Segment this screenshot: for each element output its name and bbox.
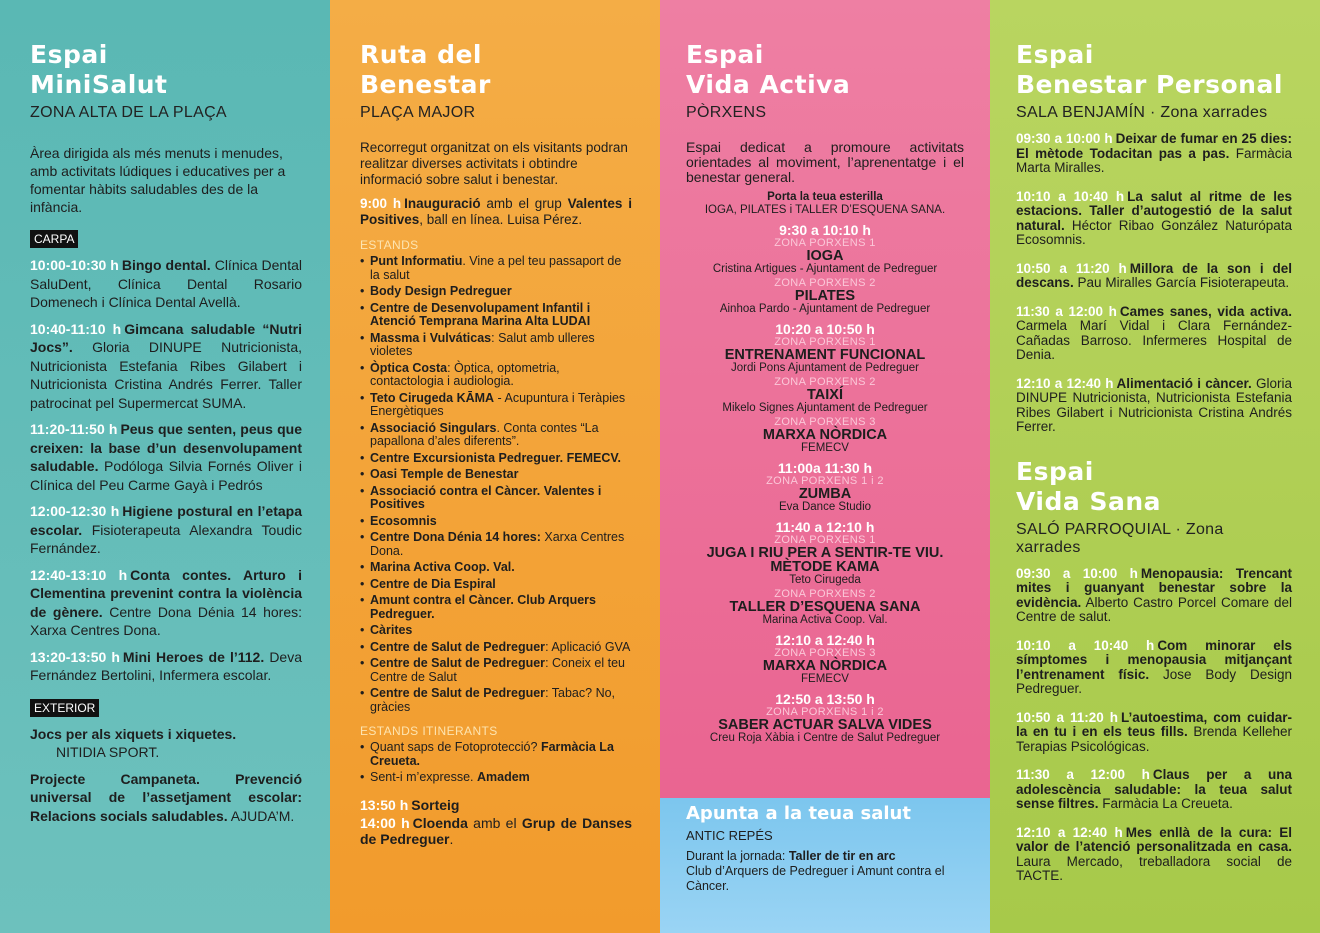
- item-detail: Farmàcia Marta Miralles.: [1016, 145, 1292, 175]
- list-item: • Sent-i m’expresse. Amadem: [360, 771, 632, 785]
- slot-organizer: Creu Roja Xàbia i Centre de Salut Pedreguer: [709, 732, 941, 744]
- item-title: Bingo dental.: [121, 257, 211, 273]
- slot-organizer: Cristina Artigues - Ajuntament de Pedreguer: [712, 263, 938, 275]
- item-time: 13:20-13:50 h: [30, 648, 120, 665]
- item-title: Mes enllà de la cura: El valor de l’atenció personalitzada en casa.: [1016, 824, 1292, 854]
- slot-activity: PILATES: [794, 288, 856, 304]
- item-time: 10:10 a 10:40 h: [1016, 637, 1155, 653]
- slot-organizer: Eva Dance Studio: [778, 501, 872, 513]
- item-detail: Clínica Dental SaluDent, Clínica Dental Rosario Domenech i Clínica Dental Avellà.: [30, 257, 302, 310]
- schedule-item: [30, 502, 302, 558]
- activity-slot: [686, 278, 964, 316]
- activity-slot: [686, 322, 964, 375]
- bring-mat-note: Porta la teua esterilla IOGA, PILATES i TALLER D’ESQUENA SANA.: [704, 191, 946, 216]
- slot-activity: TALLER D’ESQUENA SANA: [729, 599, 921, 615]
- exterior-item: Jocs per als xiquets i xiquetes. NITIDIA SPORT.: [30, 725, 237, 760]
- item-detail: Fisioterapeuta Alexandra Toudic Fernández.: [30, 521, 302, 556]
- slot-zone: ZONA PORXENS 2: [774, 277, 876, 289]
- slot-zone: ZONA PORXENS 1: [774, 237, 876, 249]
- item-time: 11:30 a 12:00 h: [1016, 767, 1150, 782]
- item-time: 10:50 a 11:20 h: [1016, 260, 1127, 276]
- item-time: 12:10 a 12:40 h: [1016, 824, 1123, 840]
- subtitle: SALA BENJAMÍN · Zona xarrades: [1016, 104, 1268, 121]
- item-detail: Carmela Marí Vidal i Clara Fernández-Cañadas Barroso. Infermeres Hospital de Denia.: [1016, 318, 1292, 362]
- item-title: Claus per a una adolescència saludable: la teua salut sense filtres.: [1016, 767, 1292, 811]
- list-item: • Quant saps de Fotoprotecció? Farmàcia La Creueta.: [360, 741, 632, 768]
- estand-detail: : Òptica, optometria, contactologia i audiologia.: [370, 360, 560, 388]
- item-title: Deixar de fumar en 25 dies: El mètode Todacitan pas a pas.: [1016, 131, 1293, 161]
- schedule-item: [30, 566, 302, 640]
- estand-detail: . Vine a pel teu passaport de la salut: [370, 254, 622, 282]
- column-benestar-personal: [990, 0, 1320, 933]
- estand-detail: . Conta contes “La papallona d’ales diferents”.: [370, 420, 599, 448]
- talk-item: [1016, 567, 1292, 625]
- section-itinerants: ESTANDS ITINERANTS: [360, 724, 498, 738]
- tag-exterior: EXTERIOR: [30, 699, 99, 717]
- list-item: [360, 687, 632, 714]
- item-detail: Gloria DINUPE Nutricionista, Nutricionista Estefania Ribes Gilabert i Nutricionista Cristina Andrés Ferrer. Taller patrocinat pel Supermercat SUMA.: [30, 339, 302, 411]
- item-detail: Podóloga Silvia Fornés Oliver i Clínica del Peu Carme Gayà i Pedrós: [30, 458, 302, 493]
- item-detail: Héctor Ribao González Naturópata Ecosomnis.: [1016, 217, 1292, 247]
- activity-slot: [686, 377, 964, 415]
- item-title: Higiene postural en l’etapa escolar.: [30, 503, 302, 538]
- apunta-salut-box: [660, 798, 990, 933]
- column-vida-activa: [660, 0, 990, 933]
- item-title: Conta contes. Arturo i Clementina prevenint contra la violència de gènere.: [30, 566, 302, 620]
- activity-slot: [686, 520, 964, 587]
- talk-item: [1016, 132, 1292, 176]
- estand-name: Centre de Dia Espiral: [370, 576, 496, 591]
- tag-carpa: CARPA: [30, 230, 78, 248]
- list-item: [360, 594, 632, 621]
- list-item: [360, 515, 632, 529]
- slot-time: 10:20 a 10:50 h: [775, 321, 875, 337]
- slot-activity: MARXA NÒRDICA: [762, 427, 888, 443]
- estand-detail: : Salut amb ulleres violetes: [370, 330, 595, 358]
- item-title: Gimcana saludable “Nutri Jocs”.: [30, 320, 302, 355]
- column-minisalut: [0, 0, 330, 933]
- item-title: Com minorar els símptomes i menopausia mitjançant l’entrenament físic.: [1016, 637, 1293, 682]
- schedule-item: [30, 320, 302, 413]
- item-time: 10:10 a 10:40 h: [1016, 188, 1125, 204]
- estand-name: Òptica Costa: [370, 360, 448, 375]
- slot-zone: ZONA PORXENS 3: [774, 647, 876, 659]
- estand-name: Ecosomnis: [370, 513, 437, 528]
- title-line2: Vida Activa: [686, 70, 851, 99]
- estand-name: Associació contra el Càncer. Valentes i Positives: [370, 483, 602, 511]
- item-title: Millora de la son i del descans.: [1016, 260, 1292, 290]
- intro-text: Recorregut organitzat on els visitants podran realitzar diverses activitats i obtindre informació sobre salut i benestar.: [360, 140, 628, 187]
- title-line1: Ruta del: [360, 40, 482, 69]
- item-detail: Farmàcia La Creueta.: [1098, 796, 1233, 811]
- item-detail: Deva Fernández Bertolini, Infermera escolar.: [30, 648, 303, 683]
- list-item: [360, 362, 632, 389]
- apunta-title: Apunta a la teua salut: [686, 803, 911, 824]
- item-time: 10:50 a 11:20 h: [1016, 709, 1118, 725]
- subtitle: PÒRXENS: [686, 104, 767, 121]
- slot-activity: TAIXÍ: [807, 387, 843, 403]
- talk-item: [1016, 639, 1292, 697]
- estand-name: Body Design Pedreguer: [370, 284, 512, 298]
- list-item: [360, 392, 632, 419]
- sorteig-item: 13:50 h Sorteig: [360, 796, 460, 813]
- estand-name: Teto Cirugeda KĀMA: [370, 390, 495, 405]
- title-line2: Benestar: [360, 70, 491, 99]
- activity-slot: [686, 589, 964, 627]
- subtitle: ZONA ALTA DE LA PLAÇA: [30, 104, 227, 121]
- slot-zone: ZONA PORXENS 1 i 2: [766, 706, 884, 718]
- title-line1: Espai: [686, 40, 764, 69]
- item-title: Peus que senten, peus que creixen: la base d’un desenvolupament saludable.: [30, 421, 302, 474]
- list-item: [360, 578, 632, 592]
- list-item: [360, 624, 632, 638]
- activity-slot: [686, 223, 964, 276]
- item-detail: Jose Body Design Pedreguer.: [1016, 666, 1292, 696]
- apunta-text: Durant la jornada: Taller de tir en arc Club d’Arquers de Pedreguer i Amunt contra el Càncer.: [686, 849, 945, 893]
- talk-item: [1016, 826, 1292, 884]
- item-time: 09:30 a 10:00 h: [1016, 131, 1113, 146]
- estand-name: Oasi Temple de Benestar: [370, 467, 519, 481]
- list-item: [360, 452, 632, 466]
- slot-zone: ZONA PORXENS 2: [774, 588, 876, 600]
- estand-detail: : Tabac? No, gràcies: [370, 686, 616, 714]
- estand-name: Associació Singulars: [370, 420, 497, 435]
- talk-item: [1016, 377, 1292, 435]
- exterior-item: Projecte Campaneta. Prevenció universal de l’assetjament escolar: Relacions socials saludables. AJUDA’M.: [30, 770, 302, 824]
- estand-name: Càrites: [370, 623, 413, 637]
- activity-slot: [686, 417, 964, 455]
- item-time: 12:00-12:30 h: [30, 503, 120, 519]
- list-item: [360, 531, 632, 558]
- estand-name: Punt Informatiu: [370, 254, 463, 268]
- list-item: [360, 561, 632, 575]
- slot-activity: SABER ACTUAR SALVA VIDES: [718, 717, 932, 733]
- item-time: 10:40-11:10 h: [30, 320, 122, 337]
- schedule-item: [30, 256, 302, 312]
- talk-item: [1016, 305, 1292, 363]
- item-title: Menopausia: Trencant mites i guanyant benestar sobre la evidència.: [1016, 565, 1293, 610]
- item-title: La salut al ritme de les estacions. Taller d’autogestió de la salut natural.: [1016, 188, 1292, 233]
- activity-slot: [686, 461, 964, 514]
- item-time: 12:10 a 12:40 h: [1016, 375, 1114, 391]
- slot-time: 12:10 a 12:40 h: [775, 632, 875, 648]
- estand-name: Centre de Salut de Pedreguer: [370, 656, 546, 670]
- slot-organizer: Teto Cirugeda: [789, 574, 861, 586]
- slot-organizer: Mikelo Signes Ajuntament de Pedreguer: [722, 402, 928, 414]
- title-line1: Espai: [1016, 40, 1094, 69]
- title-line4: Vida Sana: [1016, 486, 1161, 516]
- slot-activity: IOGA: [806, 248, 844, 264]
- item-detail: Pau Miralles García Fisioterapeuta.: [1073, 275, 1290, 290]
- slot-zone: ZONA PORXENS 1: [774, 336, 876, 348]
- slot-time: 11:40 a 12:10 h: [775, 519, 875, 535]
- item-title: Cames sanes, vida activa.: [1119, 303, 1292, 319]
- slot-organizer: FEMECV: [801, 673, 849, 685]
- slot-organizer: Marina Activa Coop. Val.: [762, 614, 888, 626]
- estand-name: Massma i Vulváticas: [370, 330, 492, 345]
- subtitle: PLAÇA MAJOR: [360, 104, 476, 121]
- item-detail: Alberto Castro Porcel Comare del Centre de salut.: [1016, 594, 1292, 624]
- item-detail: Brenda Kelleher Terapias Psicológicas.: [1016, 724, 1293, 754]
- item-detail: Gloria DINUPE Nutricionista, Nutricionista Estefania Ribes Gilabert i Nutricionista Cristina Andrés Ferrer.: [1016, 375, 1293, 434]
- slot-organizer: Ainhoa Pardo - Ajuntament de Pedreguer: [719, 303, 931, 315]
- slot-activity: JUGA I RIU PER A SENTIR-TE VIU. MÈTODE KAMA: [706, 545, 944, 575]
- list-item: [360, 285, 632, 299]
- activity-slot: [686, 692, 964, 745]
- schedule-item: [30, 420, 302, 494]
- title-line2: MiniSalut: [30, 70, 168, 99]
- title-line3: Espai: [1016, 456, 1094, 486]
- slot-time: 11:00a 11:30 h: [777, 460, 873, 476]
- item-time: 10:00-10:30 h: [30, 257, 119, 273]
- list-item: [360, 468, 632, 482]
- slot-organizer: FEMECV: [801, 442, 849, 454]
- slot-activity: ENTRENAMENT FUNCIONAL: [724, 347, 926, 363]
- activity-slot: [686, 633, 964, 686]
- estand-name: Centre Dona Dénia 14 hores:: [370, 530, 541, 544]
- title-line1: Espai: [30, 40, 108, 69]
- item-detail: Centre Dona Dénia 14 hores: Xarxa Centres Dona.: [30, 603, 303, 638]
- slot-activity: MARXA NÒRDICA: [762, 658, 888, 674]
- estand-detail: : Aplicació GVA: [545, 639, 631, 654]
- item-detail: Laura Mercado, treballadora social de TACTE.: [1016, 853, 1292, 883]
- list-item: [360, 332, 632, 359]
- list-item: [360, 422, 632, 449]
- estand-name: Centre Excursionista Pedreguer. FEMECV.: [370, 450, 622, 465]
- estand-name: Centre de Desenvolupament Infantil i Atenció Temprana Marina Alta LUDAI: [370, 300, 591, 328]
- estand-name: Centre de Salut de Pedreguer: [370, 639, 546, 654]
- list-item: [360, 302, 632, 329]
- estand-name: Centre de Salut de Pedreguer: [370, 686, 546, 700]
- slot-activity: ZUMBA: [798, 486, 852, 502]
- slot-zone: ZONA PORXENS 1 i 2: [766, 475, 884, 487]
- list-item: [360, 255, 632, 282]
- item-time: 12:40-13:10 h: [30, 566, 128, 583]
- slot-zone: ZONA PORXENS 1: [774, 534, 876, 546]
- inauguration-item: 9:00 h Inauguració amb el grup Valentes i Positives, ball en línea. Luisa Pérez.: [360, 196, 632, 227]
- item-time: 11:30 a 12:00 h: [1016, 303, 1117, 319]
- talk-item: [1016, 711, 1292, 755]
- talk-item: [1016, 190, 1292, 248]
- slot-time: 12:50 a 13:50 h: [775, 691, 875, 707]
- estand-name: Amunt contra el Càncer. Club Arquers Pedreguer.: [370, 593, 596, 621]
- cloenda-item: 14:00 h Cloenda amb el Grup de Danses de Pedreguer.: [360, 814, 632, 847]
- section-estands: ESTANDS: [360, 238, 419, 252]
- intro-text: Àrea dirigida als més menuts i menudes, amb activitats lúdiques i educatives per a fomentar hàbits saludables des de la infància.: [30, 145, 286, 215]
- estand-name: Marina Activa Coop. Val.: [370, 560, 515, 574]
- list-item: [360, 641, 632, 655]
- item-title: Mini Heroes de l’112.: [122, 648, 265, 665]
- column-ruta-benestar: [330, 0, 660, 933]
- estand-detail: - Acupuntura i Teràpies Energètiques: [370, 390, 626, 418]
- title-line2: Benestar Personal: [1016, 70, 1283, 99]
- slot-zone: ZONA PORXENS 2: [774, 376, 876, 388]
- schedule-item: [30, 648, 302, 685]
- slot-zone: ZONA PORXENS 3: [774, 416, 876, 428]
- slot-time: 9:30 a 10:10 h: [779, 222, 871, 238]
- subtitle2: SALÓ PARROQUIAL · Zona xarrades: [1016, 520, 1224, 556]
- item-time: 11:20-11:50 h: [30, 421, 118, 437]
- item-title: Alimentació i càncer.: [1116, 375, 1252, 391]
- talk-item: [1016, 262, 1292, 291]
- item-time: 09:30 a 10:00 h: [1016, 565, 1138, 581]
- talk-item: [1016, 768, 1292, 812]
- list-item: [360, 485, 632, 512]
- slot-organizer: Jordi Pons Ajuntament de Pedreguer: [731, 362, 919, 374]
- intro-text: Espai dedicat a promoure activitats orientades al moviment, l’aprenentatge i el benestar general.: [686, 139, 964, 185]
- estand-detail: : Coneix el teu Centre de Salut: [370, 656, 625, 684]
- estand-detail: Xarxa Centres Dona.: [370, 530, 625, 558]
- item-title: L’autoestima, com cuidar-la en tu i en els teus fills.: [1016, 709, 1292, 739]
- list-item: [360, 657, 632, 684]
- apunta-location: ANTIC REPÉS: [686, 828, 773, 843]
